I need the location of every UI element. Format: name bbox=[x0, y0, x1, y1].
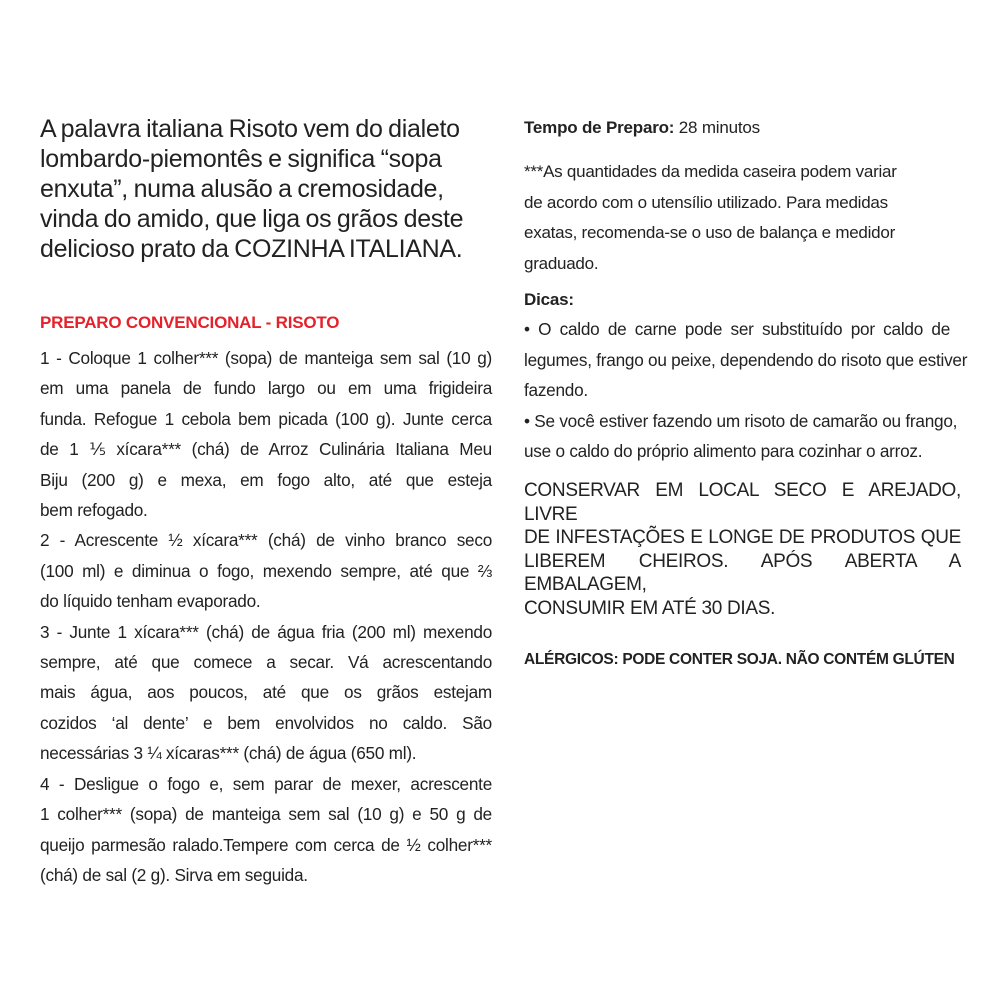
prep-time-value: 28 minutos bbox=[678, 118, 760, 137]
step-line: funda. Refogue 1 cebola bem picada (100 g). Junte cerca bbox=[40, 408, 492, 429]
step-line: 1 - Coloque 1 colher*** (sopa) de manteiga sem sal (10 g) bbox=[40, 348, 492, 368]
step-line: 2 - Acrescente ½ xícara*** (chá) de vinho branco seco bbox=[40, 530, 492, 551]
storage-line: LIBEREM CHEIROS. APÓS ABERTA A EMBALAGEM, bbox=[524, 550, 961, 595]
prep-time bbox=[524, 117, 760, 139]
step-line: Biju (200 g) e mexa, em fogo alto, até que esteja bbox=[40, 469, 492, 490]
step-line: do líquido tenham evaporado. bbox=[40, 591, 261, 612]
dica-line: fazendo. bbox=[524, 380, 588, 400]
step-line: queijo parmesão ralado.Tempere com cerca de ½ colher*** bbox=[40, 834, 492, 855]
storage-line: CONSERVAR EM LOCAL SECO E AREJADO, LIVRE bbox=[524, 480, 961, 525]
dica-line: • O caldo de carne pode ser substituído por caldo de bbox=[524, 319, 950, 339]
dica-line: • Se você estiver fazendo um risoto de camarão ou frango, bbox=[524, 410, 958, 431]
step-line: sempre, até que comece a secar. Vá acrescentando bbox=[40, 652, 492, 673]
intro-line: A palavra italiana Risoto vem do dialeto bbox=[40, 115, 460, 143]
step-line: (chá) de sal (2 g). Sirva em seguida. bbox=[40, 864, 308, 885]
dica-line: use o caldo do próprio alimento para cozinhar o arroz. bbox=[524, 441, 923, 461]
note-line: graduado. bbox=[524, 253, 599, 273]
measure-note bbox=[524, 157, 944, 279]
dicas-title: Dicas: bbox=[524, 290, 574, 309]
intro-line: enxuta”, numa alusão a cremosidade, bbox=[40, 175, 444, 203]
note-line: ***As quantidades da medida caseira podem variar bbox=[524, 162, 897, 181]
dica-line: legumes, frango ou peixe, dependendo do risoto que estiver bbox=[524, 349, 968, 370]
step-line: 1 colher*** (sopa) de manteiga sem sal (10 g) e 50 g de bbox=[40, 804, 492, 825]
step-line: mais água, aos poucos, até que os grãos estejam bbox=[40, 682, 492, 703]
step-line: (100 ml) e diminua o fogo, mexendo sempre, até que ⅔ bbox=[40, 560, 492, 581]
note-line: exatas, recomenda-se o uso de balança e medidor bbox=[524, 223, 895, 242]
intro-line: vinda do amido, que liga os grãos deste bbox=[40, 205, 464, 233]
intro-paragraph bbox=[40, 114, 500, 264]
step-line: 4 - Desligue o fogo e, sem parar de mexer, acrescente bbox=[40, 773, 492, 794]
step-line: em uma panela de fundo largo ou em uma frigideira bbox=[40, 378, 492, 399]
step-line: necessárias 3 ¼ xícaras*** (chá) de água (650 ml). bbox=[40, 743, 417, 764]
step-line: 3 - Junte 1 xícara*** (chá) de água fria (200 ml) mexendo bbox=[40, 621, 492, 642]
allergens-notice: ALÉRGICOS: PODE CONTER SOJA. NÃO CONTÉM GLÚTEN bbox=[524, 651, 955, 668]
preparo-steps bbox=[40, 343, 492, 890]
note-line: de acordo com o utensílio utilizado. Para medidas bbox=[524, 192, 888, 212]
step-line: de 1 ⅕ xícara*** (chá) de Arroz Culinária Italiana Meu bbox=[40, 439, 492, 460]
dicas-list bbox=[524, 314, 968, 467]
storage-line: DE INFESTAÇÕES E LONGE DE PRODUTOS QUE bbox=[524, 527, 961, 548]
intro-line: delicioso prato da COZINHA ITALIANA. bbox=[40, 235, 463, 263]
storage-instructions bbox=[524, 479, 961, 620]
prep-time-label: Tempo de Preparo: bbox=[524, 118, 675, 137]
intro-line: lombardo-piemontês e significa “sopa bbox=[40, 145, 442, 173]
preparo-title: PREPARO CONVENCIONAL - RISOTO bbox=[40, 313, 340, 332]
storage-line: CONSUMIR EM ATÉ 30 DIAS. bbox=[524, 597, 776, 619]
step-line: cozidos ‘al dente’ e bem envolvidos no caldo. São bbox=[40, 712, 492, 733]
step-line: bem refogado. bbox=[40, 500, 148, 521]
